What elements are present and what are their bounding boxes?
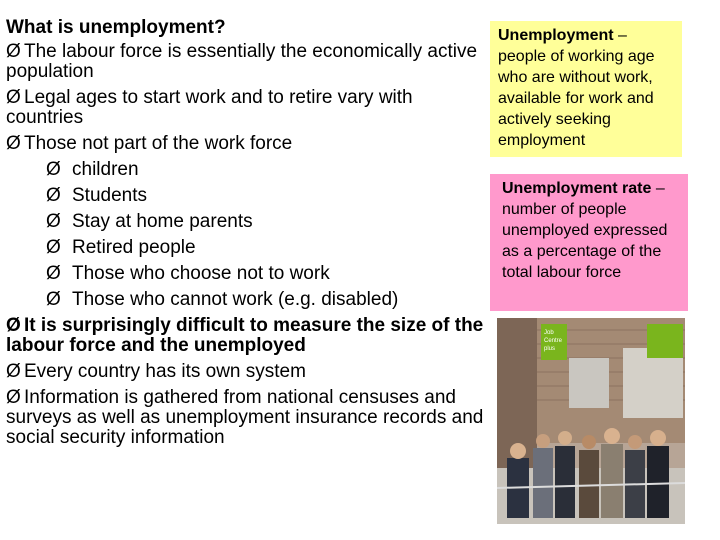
arrow-bullet-icon: Ø <box>46 185 61 206</box>
arrow-bullet-icon: Ø <box>6 315 21 336</box>
jobcentre-sign-right <box>647 324 683 358</box>
arrow-bullet-icon: Ø <box>6 387 21 408</box>
bullet-item: Ø Information is gathered from national censuses and surveys as well as unemployment insurance records and social security information <box>6 387 484 448</box>
jobcentre-photo-illustration <box>497 318 685 524</box>
sub-bullet-item: Ø Those who cannot work (e.g. disabled) <box>46 289 399 310</box>
sub-bullet-item: Ø children <box>46 159 139 180</box>
arrow-bullet-icon: Ø <box>46 237 61 258</box>
bullet-item: Ø The labour force is essentially the economically active population <box>6 41 478 82</box>
bullet-item: Ø Legal ages to start work and to retire vary with countries <box>6 87 413 128</box>
arrow-bullet-icon: Ø <box>46 263 61 284</box>
definition-term: Unemployment <box>498 27 614 44</box>
svg-text:Job: Job <box>544 330 554 336</box>
svg-text:plus: plus <box>544 346 556 352</box>
definition-body: – people of working age who are without work, available for work and actively seeking employment <box>498 27 655 149</box>
svg-text:Centre: Centre <box>544 338 563 344</box>
arrow-bullet-icon: Ø <box>46 289 61 310</box>
bullet-item: Ø Every country has its own system <box>6 361 306 382</box>
arrow-bullet-icon: Ø <box>46 159 61 180</box>
sub-bullet-item: Ø Stay at home parents <box>46 211 253 232</box>
unemployment-rate-definition-box <box>490 174 688 311</box>
bullet-item: Ø Those not part of the work force <box>6 133 293 154</box>
definition-body: – number of people unemployed expressed as a percentage of the total labour force <box>502 180 668 281</box>
arrow-bullet-icon: Ø <box>6 87 21 108</box>
arrow-bullet-icon: Ø <box>6 133 21 154</box>
unemployment-definition-box <box>490 21 682 157</box>
slide-title: What is unemployment? <box>6 17 226 38</box>
arrow-bullet-icon: Ø <box>46 211 61 232</box>
sub-bullet-item: Ø Those who choose not to work <box>46 263 330 284</box>
definition-term: Unemployment rate <box>502 180 652 197</box>
jobcentre-queue-photo <box>497 318 685 524</box>
bullet-item: Ø It is surprisingly difficult to measure the size of the labour force and the unemployed <box>6 315 484 356</box>
arrow-bullet-icon: Ø <box>6 361 21 382</box>
sub-bullet-item: Ø Students <box>46 185 147 206</box>
sub-bullet-item: Ø Retired people <box>46 237 196 258</box>
arrow-bullet-icon: Ø <box>6 41 21 62</box>
bullet-list <box>6 42 486 454</box>
